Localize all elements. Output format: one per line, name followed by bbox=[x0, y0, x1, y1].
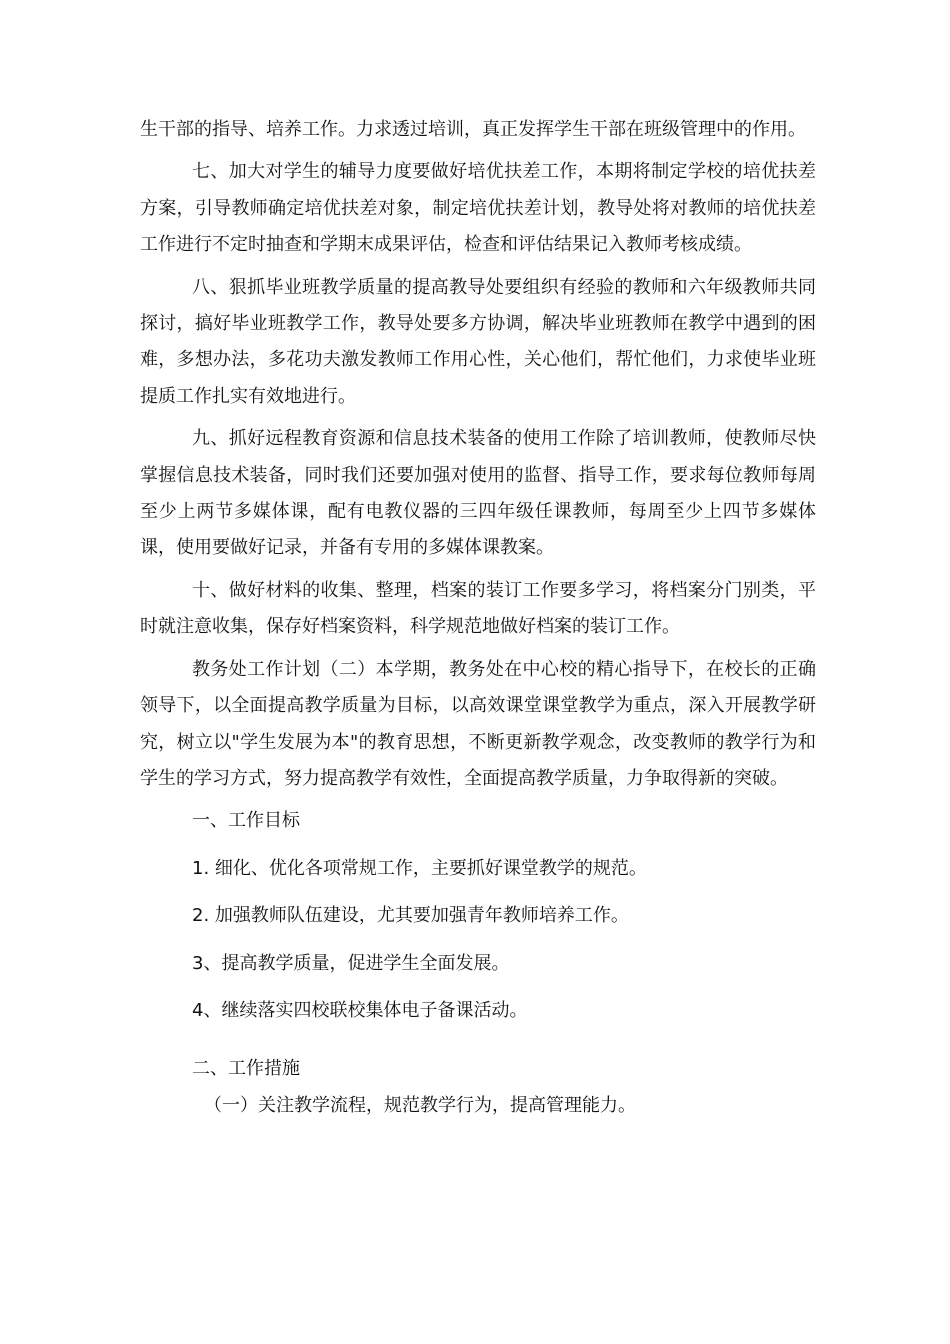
goal-item: 3、提高教学质量，促进学生全面发展。 bbox=[192, 952, 510, 974]
paragraph-student-cadres: 生干部的指导、培养工作。力求透过培训，真正发挥学生干部在班级管理中的作用。 bbox=[140, 119, 806, 140]
section-heading-goals: 一、工作目标 bbox=[192, 810, 300, 832]
paragraph-item-10: 十、做好材料的收集、整理，档案的装订工作要多学习，将档案分门别类，平时就注意收集，保存好档案资料，科学规范地做好档案的装订工作。 bbox=[140, 579, 816, 638]
goal-item: 4、继续落实四校联校集体电子备课活动。 bbox=[192, 999, 528, 1021]
goal-item: 1. 细化、优化各项常规工作，主要抓好课堂教学的规范。 bbox=[192, 857, 647, 879]
paragraph-item-7: 七、加大对学生的辅导力度要做好培优扶差工作，本期将制定学校的培优扶差方案，引导教师确定培优扶差对象，制定培优扶差计划，教导处将对教师的培优扶差工作进行不定时抽查和学期末成果评估，检查和评估结果记入教师考核成绩。 bbox=[140, 161, 816, 256]
measure-item: （一）关注教学流程，规范教学行为，提高管理能力。 bbox=[204, 1094, 636, 1116]
goal-item: 2. 加强教师队伍建设，尤其要加强青年教师培养工作。 bbox=[192, 905, 629, 927]
section-heading-measures: 二、工作措施 bbox=[192, 1058, 300, 1080]
paragraph-item-8: 八、狠抓毕业班教学质量的提高教导处要组织有经验的教师和六年级教师共同探讨，搞好毕业班教学工作，教导处要多方协调，解决毕业班教师在教学中遇到的困难，多想办法，多花功夫激发教师工作用心性，关心他们，帮忙他们，力求使毕业班提质工作扎实有效地进行。 bbox=[140, 276, 816, 407]
document-body bbox=[140, 112, 816, 1124]
paragraph-item-9: 九、抓好远程教育资源和信息技术装备的使用工作除了培训教师，使教师尽快掌握信息技术装备，同时我们还要加强对使用的监督、指导工作，要求每位教师每周至少上两节多媒体课，配有电教仪器的三四年级任课教师，每周至少上四节多媒体课，使用要做好记录，并备有专用的多媒体课教案。 bbox=[140, 428, 816, 559]
paragraph-plan-intro: 教务处工作计划（二）本学期，教务处在中心校的精心指导下，在校长的正确领导下，以全面提高教学质量为目标，以高效课堂课堂教学为重点，深入开展教学研究，树立以"学生发展为本"的教育思想，不断更新教学观念，改变教师的教学行为和学生的学习方式，努力提高教学有效性，全面提高教学质量，力争取得新的突破。 bbox=[140, 658, 816, 789]
